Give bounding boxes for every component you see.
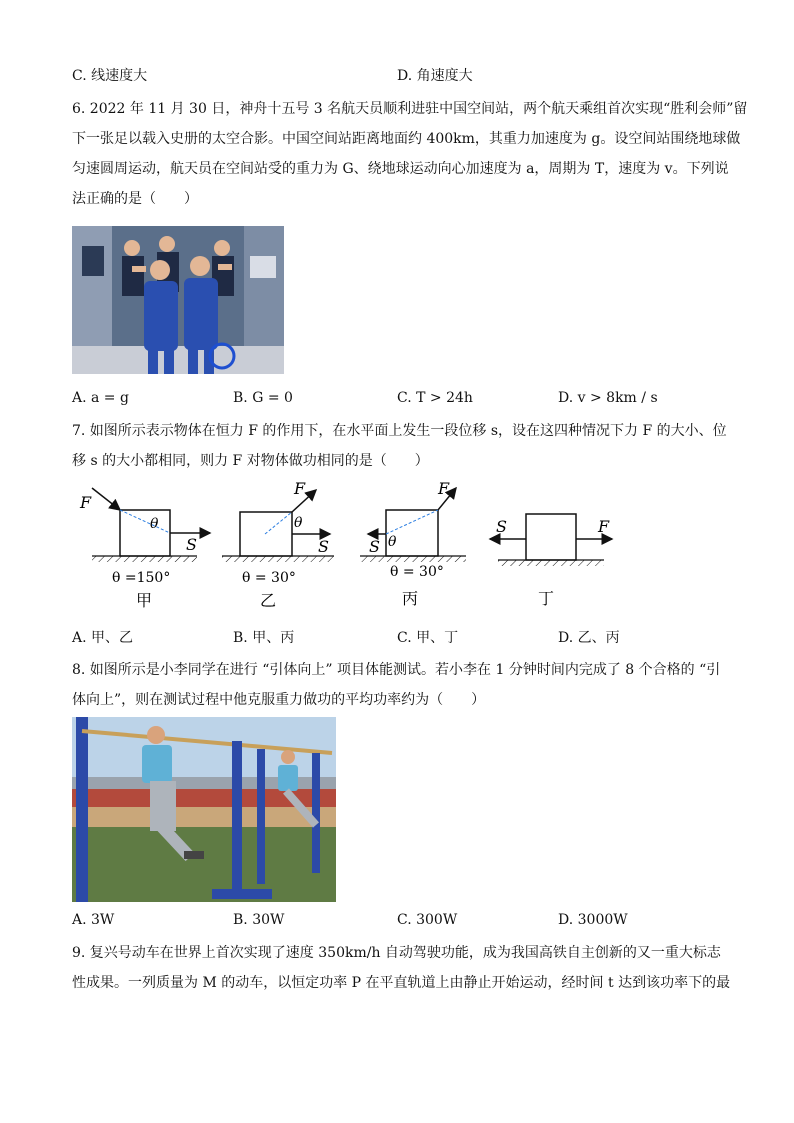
panel-yi [222, 479, 334, 610]
caption-jia: 甲 [136, 591, 153, 610]
q6-line-4: 法正确的是（ ） [72, 191, 198, 207]
q8-option-a: A. 3W [72, 912, 115, 928]
force-label-bing: F [438, 479, 450, 498]
panel-jia [79, 488, 210, 610]
q8-option-b: B. 30W [233, 912, 285, 928]
q7-line-1: 7. 如图所示表示物体在恒力 F 的作用下，在水平面上发生一段位移 s，设在这四种情况下力 F 的大小、位 [72, 423, 727, 439]
disp-label-ding: S [496, 517, 507, 536]
q8-option-d: D. 3000W [558, 912, 628, 928]
q6-option-a: A. a = g [72, 390, 129, 406]
q7-option-c: C. 甲、丁 [397, 630, 459, 646]
caption-yi: 乙 [260, 591, 277, 610]
pull-up-photo [72, 717, 336, 902]
q6-line-3: 匀速圆周运动，航天员在空间站受的重力为 G、绕地球运动向心加速度为 a，周期为 T，速度为 v。下列说 [72, 161, 729, 177]
q8-line-1: 8. 如图所示是小李同学在进行 “引体向上” 项目体能测试。若小李在 1 分钟时间内完成了 8 个合格的 “引 [72, 662, 721, 678]
disp-label-bing: S [369, 537, 380, 556]
q8-option-c: C. 300W [397, 912, 458, 928]
panel-bing [360, 479, 466, 608]
force-label-ding: F [598, 517, 610, 536]
disp-label-jia: S [186, 535, 197, 554]
angle-bing: θ = 30° [390, 564, 444, 580]
angle-yi: θ = 30° [242, 570, 296, 586]
astronaut-group-photo [72, 226, 284, 374]
caption-bing: 丙 [402, 589, 419, 608]
q7-line-2: 移 s 的大小都相同，则力 F 对物体做功相同的是（ ） [72, 453, 429, 469]
q8-line-2: 体向上”，则在测试过程中他克服重力做功的平均功率约为（ ） [72, 692, 486, 708]
theta-jia: θ [150, 516, 159, 532]
q5-option-d: D. 角速度大 [397, 68, 473, 84]
q7-option-a: A. 甲、乙 [72, 630, 134, 646]
q7-option-b: B. 甲、丙 [233, 630, 295, 646]
angle-jia: θ =150° [112, 570, 171, 586]
panel-ding [490, 514, 612, 608]
force-label-jia: F [80, 493, 92, 512]
q6-line-2: 下一张足以载入史册的太空合影。中国空间站距离地面约 400km，其重力加速度为 g。设空间站围绕地球做 [72, 131, 741, 147]
q6-option-c: C. T > 24h [397, 390, 473, 406]
disp-label-yi: S [318, 537, 329, 556]
q6-line-1: 6. 2022 年 11 月 30 日，神舟十五号 3 名航天员顺利进驻中国空间站，两个航天乘组首次实现“胜利会师”留 [72, 101, 748, 117]
q6-option-d: D. v > 8km / s [558, 390, 658, 406]
q9-line-1: 9. 复兴号动车在世界上首次实现了速度 350km/h 自动驾驶功能，成为我国高铁自主创新的又一重大标志 [72, 945, 721, 961]
q9-line-2: 性成果。一列质量为 M 的动车，以恒定功率 P 在平直轨道上由静止开始运动，经时间 t 达到该功率下的最 [72, 975, 731, 991]
q7-option-d: D. 乙、丙 [558, 630, 620, 646]
theta-yi: θ [294, 515, 303, 531]
work-force-diagram [72, 478, 632, 618]
q6-option-b: B. G = 0 [233, 390, 293, 406]
force-label-yi: F [294, 479, 306, 498]
caption-ding: 丁 [538, 589, 555, 608]
q5-option-c: C. 线速度大 [72, 68, 148, 84]
theta-bing: θ [388, 534, 397, 550]
